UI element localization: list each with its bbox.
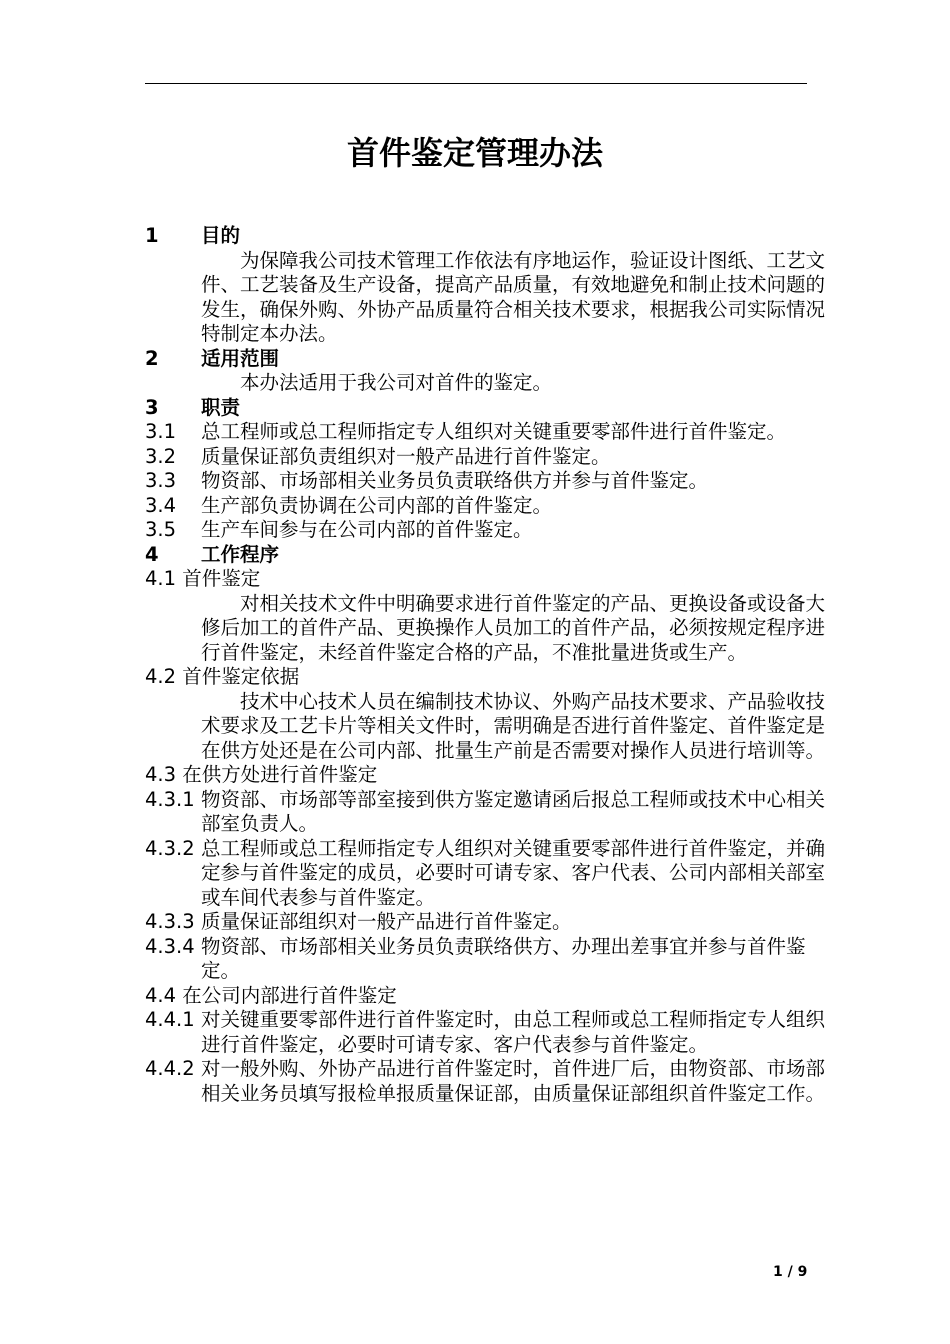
- list-item: [145, 935, 825, 984]
- section-number: 1: [145, 224, 159, 247]
- subsection-heading: [145, 567, 825, 592]
- paragraph: [145, 690, 825, 764]
- section-heading: [145, 347, 825, 372]
- section-number: 4.3.3: [145, 910, 195, 933]
- section-text: 职责: [201, 395, 241, 419]
- section-text: 对一般外购、外协产品进行首件鉴定时，首件进厂后，由物资部、市场部相关业务员填写报检单报质量保证部，由质量保证部组织首件鉴定工作。: [201, 1057, 826, 1105]
- paragraph: [145, 371, 825, 396]
- list-item: [145, 469, 825, 494]
- list-item: [145, 494, 825, 519]
- section-number: 3.5: [145, 518, 177, 541]
- section-number: 4.1: [145, 567, 177, 590]
- document-body: [145, 224, 825, 1106]
- section-text: 本办法适用于我公司对首件的鉴定。: [240, 371, 553, 394]
- subsection-heading: [145, 763, 825, 788]
- list-item: [145, 518, 825, 543]
- section-text: 适用范围: [201, 346, 280, 370]
- section-number: 4.4.2: [145, 1057, 195, 1080]
- section-number: 2: [145, 346, 159, 370]
- section-text: 首件鉴定: [182, 567, 261, 590]
- section-number: 4.3.2: [145, 836, 195, 860]
- section-number: 4.3.1: [145, 787, 195, 811]
- list-item: [145, 788, 825, 837]
- document-title: 首件鉴定管理办法: [346, 134, 603, 172]
- section-number: 3.4: [145, 493, 177, 517]
- section-text: 为保障我公司技术管理工作依法有序地运作，验证设计图纸、工艺文件、工艺装备及生产设备，提高产品质量，有效地避免和制止技术问题的发生，确保外购、外协产品质量符合相关技术要求，根据我公司实际情况特制定本办法。: [201, 248, 826, 345]
- section-number: 4.4: [145, 983, 177, 1007]
- section-heading: [145, 224, 825, 249]
- section-heading: [145, 396, 825, 421]
- section-number: 4.3.4: [145, 934, 195, 958]
- section-text: 对关键重要零部件进行首件鉴定时，由总工程师或总工程师指定专人组织进行首件鉴定，必要时可请专家、客户代表参与首件鉴定。: [201, 1008, 826, 1056]
- section-text: 对相关技术文件中明确要求进行首件鉴定的产品、更换设备或设备大修后加工的首件产品、更换操作人员加工的首件产品，必须按规定程序进行首件鉴定，未经首件鉴定合格的产品，不准批量进货或生产。: [201, 591, 826, 664]
- section-text: 质量保证部组织对一般产品进行首件鉴定。: [201, 910, 572, 933]
- section-number: 3.1: [145, 420, 177, 443]
- list-item: [145, 420, 825, 445]
- section-text: 物资部、市场部等部室接到供方鉴定邀请函后报总工程师或技术中心相关部室负责人。: [201, 787, 826, 835]
- section-number: 4.4.1: [145, 1008, 195, 1031]
- list-item: [145, 1008, 825, 1057]
- header-rule: [145, 83, 807, 84]
- section-text: 目的: [201, 224, 241, 247]
- section-number: 3: [145, 395, 159, 419]
- section-text: 总工程师或总工程师指定专人组织对关键重要零部件进行首件鉴定。: [201, 420, 787, 443]
- section-number: 4: [145, 542, 159, 566]
- section-text: 物资部、市场部相关业务员负责联络供方、办理出差事宜并参与首件鉴定。: [201, 934, 806, 982]
- list-item: [145, 1057, 825, 1106]
- paragraph: [145, 249, 825, 347]
- section-text: 在公司内部进行首件鉴定: [182, 983, 397, 1007]
- list-item: [145, 837, 825, 911]
- subsection-heading: [145, 665, 825, 690]
- section-text: 总工程师或总工程师指定专人组织对关键重要零部件进行首件鉴定，并确定参与首件鉴定的成员，必要时可请专家、客户代表、公司内部相关部室或车间代表参与首件鉴定。: [201, 836, 826, 909]
- section-text: 技术中心技术人员在编制技术协议、外购产品技术要求、产品验收技术要求及工艺卡片等相关文件时，需明确是否进行首件鉴定、首件鉴定是在供方处还是在公司内部、批量生产前是否需要对操作人员进行培训等。: [201, 689, 826, 762]
- section-number: 4.2: [145, 665, 177, 688]
- list-item: [145, 445, 825, 470]
- section-text: 物资部、市场部相关业务员负责联络供方并参与首件鉴定。: [201, 469, 709, 492]
- section-text: 工作程序: [201, 542, 280, 566]
- section-text: 生产车间参与在公司内部的首件鉴定。: [201, 518, 533, 541]
- section-heading: [145, 543, 825, 568]
- paragraph: [145, 592, 825, 666]
- subsection-heading: [145, 984, 825, 1009]
- page-number: 1 / 9: [773, 1264, 808, 1280]
- section-number: 4.3: [145, 763, 177, 786]
- list-item: [145, 910, 825, 935]
- section-text: 在供方处进行首件鉴定: [182, 763, 378, 786]
- section-text: 生产部负责协调在公司内部的首件鉴定。: [201, 493, 553, 517]
- section-number: 3.2: [145, 444, 177, 468]
- section-text: 质量保证部负责组织对一般产品进行首件鉴定。: [201, 444, 611, 468]
- section-text: 首件鉴定依据: [182, 665, 300, 688]
- section-number: 3.3: [145, 469, 177, 492]
